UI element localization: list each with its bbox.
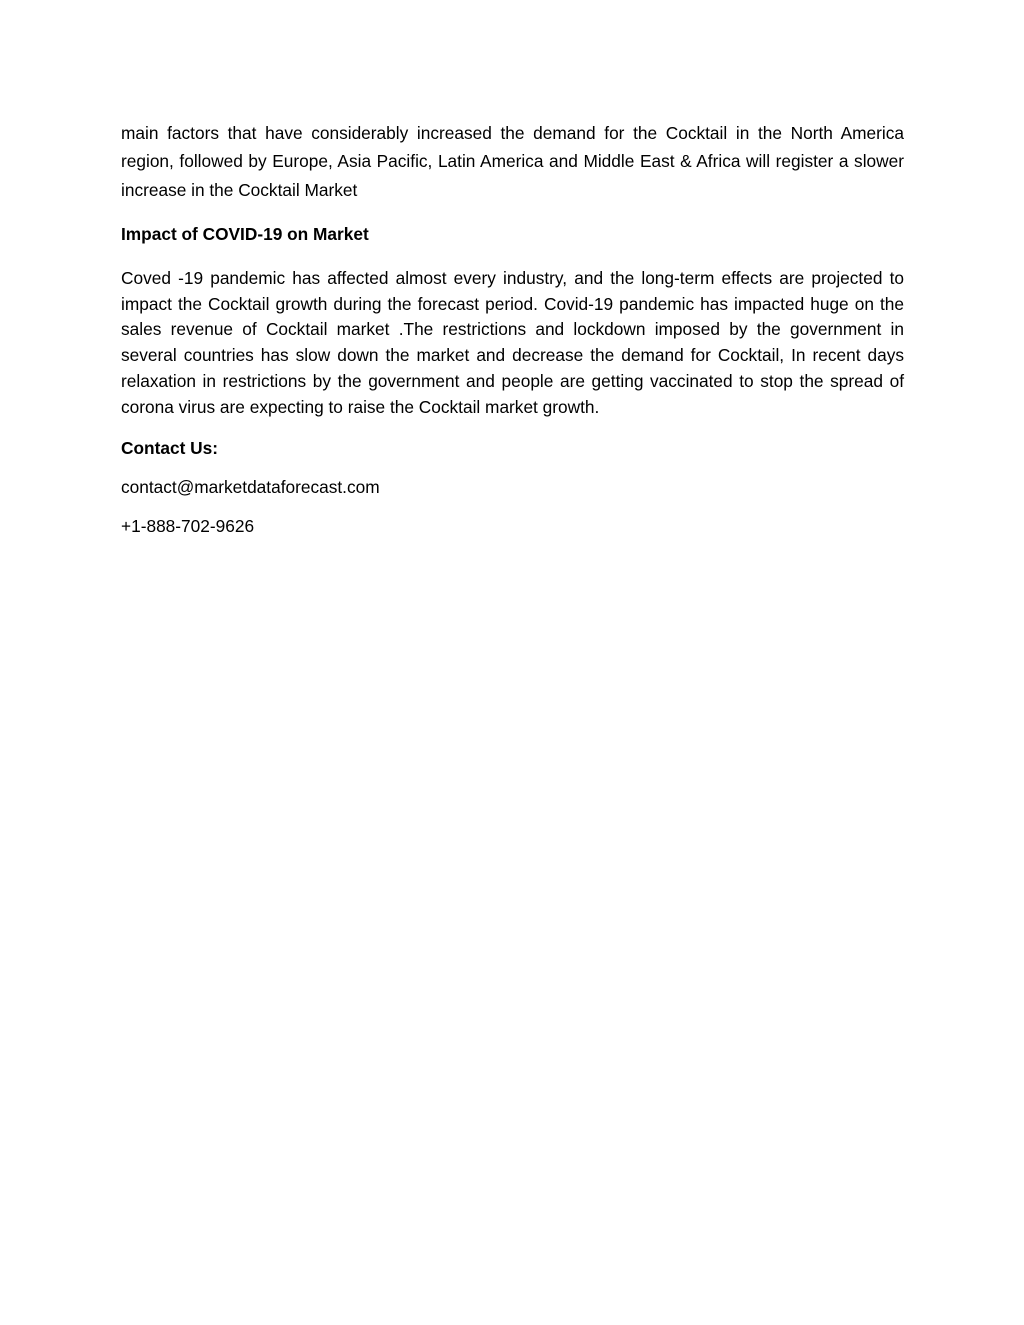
contact-email: contact@marketdataforecast.com [121,476,380,497]
page-content [121,119,904,539]
covid-section-heading: Impact of COVID-19 on Market [121,223,369,244]
intro-paragraph: main factors that have considerably increased the demand for the Cocktail in the North America region, followed by Europe, Asia Pacific, Latin America and Middle East & Africa will register a slower increase in the Cocktail Market [121,123,904,200]
contact-heading: Contact Us: [121,437,218,458]
covid-paragraph: Coved -19 pandemic has affected almost every industry, and the long-term effects are projected to impact the Cocktail growth during the forecast period. Covid-19 pandemic has impacted huge on the sales revenue of Cocktail market .The restrictions and lockdown imposed by the government in several countries has slow down the market and decrease the demand for Cocktail, In recent days relaxation in restrictions by the government and people are getting vaccinated to stop the spread of corona virus are expecting to raise the Cocktail market growth. [121,267,904,417]
contact-phone: +1-888-702-9626 [121,515,255,536]
